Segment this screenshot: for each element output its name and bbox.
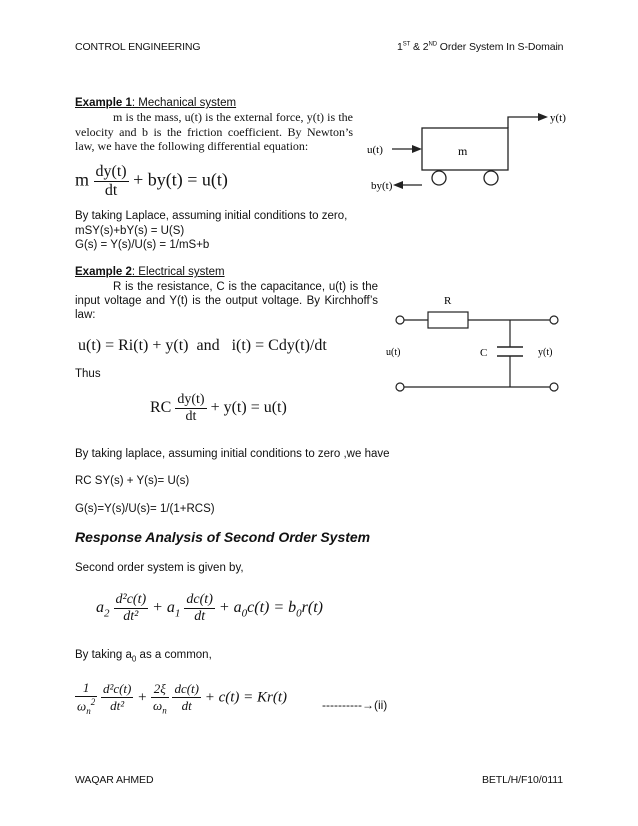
section-title: Response Analysis of Second Order System — [75, 529, 371, 545]
second-order-equation: $a_2$ $\frac{\text{d²c(t)}}{\text{dt²}}$ + $a_1$ $\frac{dc(t)}{dt}$ + $a_0c(t) = b_0r(t)$ — [96, 592, 323, 624]
example2-equation1: u(t) = Ri(t) + y(t) and i(t) = Cdy(t)/dt — [78, 337, 327, 354]
label-u: u(t) — [386, 347, 401, 358]
example1-equation: m $\frac{dy(t)}{dt}$ + by(t) = u(t) — [75, 163, 228, 199]
thus-text: Thus — [75, 368, 101, 380]
label-by: by(t) — [371, 180, 393, 192]
example1-laplace-intro: By taking Laplace, assuming initial conditions to zero, — [75, 210, 348, 222]
label-m: m — [458, 144, 468, 158]
example2-line2: G(s)=Y(s)/U(s)= 1/(1+RCS) — [75, 503, 215, 515]
footer-left: WAQAR AHMED — [75, 774, 154, 786]
label-C: C — [480, 347, 488, 359]
wheel-left — [432, 171, 446, 185]
common-factor-text: By taking $a_0$ as a common, — [75, 649, 212, 664]
normalized-equation: $\frac{1}{\omega_n^2}$ $\frac{\text{d²c(t)}}{\text{dt²}}$ + $\frac{2\xi}{\omega_n}$ $\frac{dc(t)}{dt}$ + c(t) = Kr(t) — [77, 680, 288, 716]
example2-line1: RC SY(s) + Y(s)= U(s) — [75, 475, 190, 487]
label-y: y(t) — [538, 347, 553, 358]
label-R: R — [444, 295, 452, 307]
example1-line2: G(s) = Y(s)/U(s) = 1/mS+b — [75, 239, 210, 251]
example2-equation2: RC $\frac{dy(t)}{dt}$ + y(t) = u(t) — [150, 392, 287, 424]
example1-paragraph: m is the mass, u(t) is the external force, y(t) is the velocity and b is the friction coefficient. By Newton’s law, we have the following differential equation: — [75, 110, 353, 153]
resistor — [428, 312, 468, 328]
example2-title: Example 2: Electrical system — [75, 266, 225, 278]
example2-laplace-intro: By taking laplace, assuming initial conditions to zero ,we have — [75, 448, 390, 460]
header-left: CONTROL ENGINEERING — [75, 41, 201, 53]
header-right: 1ST & 2ND Order System In S-Domain — [397, 41, 564, 53]
example1-line1: mSY(s)+bY(s) = U(S) — [75, 225, 185, 237]
example2-paragraph: R is the resistance, C is the capacitance, u(t) is the input voltage and Y(t) is the output voltage. By Kirchhoff’s law: — [75, 281, 378, 321]
mechanical-system-diagram — [360, 100, 575, 200]
rc-circuit-diagram — [380, 288, 595, 398]
label-u: u(t) — [367, 144, 383, 156]
footer-right: BETL/H/F10/0111 — [482, 774, 563, 786]
section-given-text: Second order system is given by, — [75, 562, 244, 574]
label-y: y(t) — [550, 112, 566, 124]
equation-tag: ----------→(ii) — [322, 698, 388, 712]
wheel-right — [484, 171, 498, 185]
example1-title: Example 1: Mechanical system — [75, 97, 237, 109]
